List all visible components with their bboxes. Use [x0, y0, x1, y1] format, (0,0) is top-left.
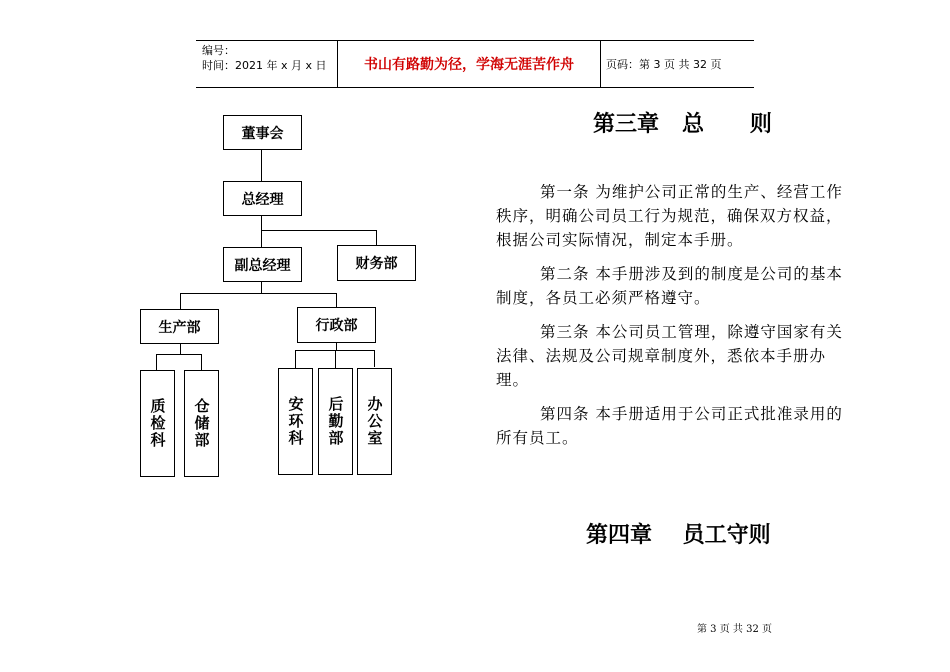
node-logistics-label: 后勤部 [326, 396, 345, 447]
connector-line [261, 230, 377, 231]
node-production: 生产部 [140, 309, 219, 344]
connector-line [156, 354, 202, 355]
page-footer: 第 3 页 共 32 页 [697, 624, 772, 635]
connector-line [261, 281, 262, 293]
node-office-label: 办公室 [365, 396, 384, 447]
node-board: 董事会 [223, 115, 302, 150]
time-label: 时间：2021 年 x 月 x 日 [202, 59, 327, 72]
connector-line [261, 149, 262, 182]
connector-line [374, 350, 375, 367]
connector-line [156, 354, 157, 371]
connector-line [336, 343, 337, 350]
node-deputy-gm: 副总经理 [223, 247, 302, 282]
chapter-3-title: 第三章 总 则 [593, 111, 772, 137]
chapter-3-body [496, 180, 858, 450]
node-finance: 财务部 [337, 245, 416, 281]
connector-line [180, 343, 181, 354]
article-3: 第三条 本公司员工管理，除遵守国家有关法律、法规及公司规章制度外，悉依本手册办理。 [496, 323, 843, 389]
header-page-info: 页码：第 3 页 共 32 页 [606, 58, 722, 71]
node-safety-env [278, 368, 313, 475]
connector-line [295, 350, 296, 369]
connector-line [376, 230, 377, 246]
node-general-manager: 总经理 [223, 181, 302, 216]
article-1: 第一条 为维护公司正常的生产、经营工作秩序，明确公司员工行为规范，确保双方权益，根据公司实际情况，制定本手册。 [496, 183, 843, 249]
node-office [357, 368, 392, 475]
node-qc-label: 质检科 [148, 398, 167, 449]
article-4: 第四条 本手册适用于公司正式批准录用的所有员工。 [496, 405, 843, 447]
page-header [196, 40, 754, 88]
node-qc [140, 370, 175, 477]
connector-line [336, 293, 337, 308]
article-2: 第二条 本手册涉及到的制度是公司的基本制度，各员工必须严格遵守。 [496, 265, 843, 307]
node-logistics [318, 368, 353, 475]
number-label: 编号： [202, 44, 235, 57]
connector-line [261, 215, 262, 230]
connector-line [261, 230, 262, 248]
connector-line [201, 354, 202, 371]
node-safety-env-label: 安环科 [286, 396, 305, 447]
chapter-4-title: 第四章 员工守则 [586, 522, 771, 548]
header-meta [196, 41, 337, 87]
node-administration: 行政部 [297, 307, 376, 343]
connector-line [180, 293, 337, 294]
connector-line [180, 293, 181, 310]
node-warehouse-label: 仓储部 [192, 398, 211, 449]
header-motto: 书山有路勤为径，学海无涯苦作舟 [337, 41, 601, 87]
node-warehouse [184, 370, 219, 477]
connector-line [335, 350, 336, 369]
